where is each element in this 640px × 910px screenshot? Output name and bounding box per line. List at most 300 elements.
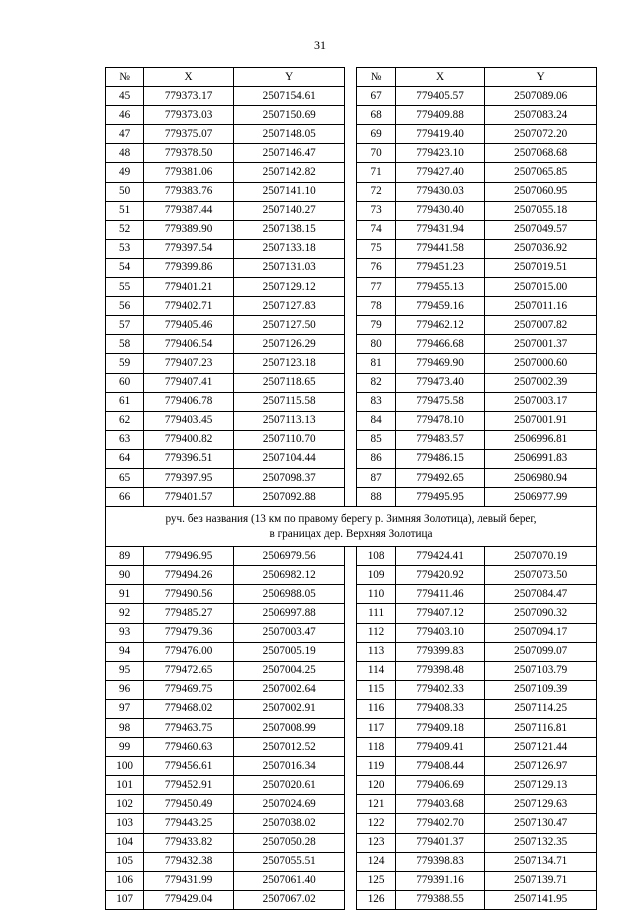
y-coordinate: 2507115.58 <box>233 392 345 411</box>
y-coordinate: 2506977.99 <box>485 488 597 507</box>
point-number: 66 <box>106 488 144 507</box>
table-row <box>106 776 597 795</box>
x-coordinate: 779429.04 <box>144 890 234 909</box>
y-coordinate: 2507001.91 <box>485 411 597 430</box>
y-coordinate: 2507073.50 <box>485 566 597 585</box>
point-number: 53 <box>106 239 144 258</box>
section-caption-line1: руч. без названия (13 км по правому берегу р. Зимняя Золотица), левый берег, <box>165 512 537 525</box>
section-caption-body <box>106 507 597 547</box>
column-gap <box>345 258 357 277</box>
table-row <box>106 871 597 890</box>
y-coordinate: 2507110.70 <box>233 430 345 449</box>
y-coordinate: 2507134.71 <box>485 852 597 871</box>
y-coordinate: 2507118.65 <box>233 373 345 392</box>
x-coordinate: 779398.48 <box>395 661 485 680</box>
x-coordinate: 779406.54 <box>144 335 234 354</box>
point-number: 114 <box>357 661 395 680</box>
point-number: 122 <box>357 814 395 833</box>
table-row <box>106 488 597 507</box>
x-coordinate: 779430.40 <box>395 201 485 220</box>
table-row <box>106 566 597 585</box>
y-coordinate: 2507133.18 <box>233 239 345 258</box>
x-coordinate: 779403.10 <box>395 623 485 642</box>
y-coordinate: 2507132.35 <box>485 833 597 852</box>
x-coordinate: 779455.13 <box>395 278 485 297</box>
point-number: 99 <box>106 738 144 757</box>
point-number: 126 <box>357 890 395 909</box>
table-row <box>106 335 597 354</box>
y-coordinate: 2507012.52 <box>233 738 345 757</box>
y-coordinate: 2507130.47 <box>485 814 597 833</box>
x-coordinate: 779402.71 <box>144 297 234 316</box>
column-gap <box>345 833 357 852</box>
point-number: 75 <box>357 239 395 258</box>
point-number: 85 <box>357 430 395 449</box>
x-coordinate: 779468.02 <box>144 699 234 718</box>
header-y-left: Y <box>233 68 345 87</box>
point-number: 111 <box>357 604 395 623</box>
x-coordinate: 779399.86 <box>144 258 234 277</box>
x-coordinate: 779427.40 <box>395 163 485 182</box>
point-number: 102 <box>106 795 144 814</box>
point-number: 107 <box>106 890 144 909</box>
point-number: 88 <box>357 488 395 507</box>
y-coordinate: 2507131.03 <box>233 258 345 277</box>
table-row <box>106 373 597 392</box>
point-number: 110 <box>357 585 395 604</box>
table-row <box>106 449 597 468</box>
point-number: 87 <box>357 468 395 487</box>
block2-body <box>106 547 597 910</box>
y-coordinate: 2507116.81 <box>485 719 597 738</box>
column-gap <box>345 144 357 163</box>
column-gap <box>345 661 357 680</box>
y-coordinate: 2507092.88 <box>233 488 345 507</box>
column-gap <box>345 699 357 718</box>
table-row <box>106 278 597 297</box>
column-gap <box>345 468 357 487</box>
table-row <box>106 354 597 373</box>
column-gap <box>345 220 357 239</box>
x-coordinate: 779401.57 <box>144 488 234 507</box>
y-coordinate: 2507008.99 <box>233 719 345 738</box>
y-coordinate: 2507072.20 <box>485 125 597 144</box>
table-row <box>106 316 597 335</box>
point-number: 45 <box>106 87 144 106</box>
x-coordinate: 779383.76 <box>144 182 234 201</box>
point-number: 118 <box>357 738 395 757</box>
point-number: 57 <box>106 316 144 335</box>
point-number: 117 <box>357 719 395 738</box>
point-number: 89 <box>106 547 144 566</box>
table-row <box>106 392 597 411</box>
table-row <box>106 125 597 144</box>
x-coordinate: 779373.17 <box>144 87 234 106</box>
header-x-right: X <box>395 68 485 87</box>
table-row <box>106 814 597 833</box>
table-row <box>106 833 597 852</box>
x-coordinate: 779397.54 <box>144 239 234 258</box>
x-coordinate: 779475.58 <box>395 392 485 411</box>
x-coordinate: 779490.56 <box>144 585 234 604</box>
column-gap <box>345 642 357 661</box>
x-coordinate: 779403.68 <box>395 795 485 814</box>
column-gap <box>345 719 357 738</box>
column-gap <box>345 547 357 566</box>
point-number: 104 <box>106 833 144 852</box>
x-coordinate: 779409.41 <box>395 738 485 757</box>
column-gap <box>345 106 357 125</box>
x-coordinate: 779408.44 <box>395 757 485 776</box>
point-number: 109 <box>357 566 395 585</box>
point-number: 74 <box>357 220 395 239</box>
x-coordinate: 779402.70 <box>395 814 485 833</box>
y-coordinate: 2507141.95 <box>485 890 597 909</box>
point-number: 46 <box>106 106 144 125</box>
x-coordinate: 779388.55 <box>395 890 485 909</box>
x-coordinate: 779373.03 <box>144 106 234 125</box>
point-number: 62 <box>106 411 144 430</box>
column-gap <box>345 814 357 833</box>
x-coordinate: 779494.26 <box>144 566 234 585</box>
column-gap <box>345 623 357 642</box>
y-coordinate: 2507083.24 <box>485 106 597 125</box>
y-coordinate: 2507038.02 <box>233 814 345 833</box>
point-number: 98 <box>106 719 144 738</box>
point-number: 101 <box>106 776 144 795</box>
y-coordinate: 2507020.61 <box>233 776 345 795</box>
x-coordinate: 779476.00 <box>144 642 234 661</box>
column-gap <box>345 890 357 909</box>
x-coordinate: 779433.82 <box>144 833 234 852</box>
x-coordinate: 779451.23 <box>395 258 485 277</box>
y-coordinate: 2507001.37 <box>485 335 597 354</box>
point-number: 125 <box>357 871 395 890</box>
y-coordinate: 2507090.32 <box>485 604 597 623</box>
point-number: 79 <box>357 316 395 335</box>
point-number: 83 <box>357 392 395 411</box>
point-number: 84 <box>357 411 395 430</box>
y-coordinate: 2507067.02 <box>233 890 345 909</box>
table-row <box>106 890 597 909</box>
point-number: 72 <box>357 182 395 201</box>
point-number: 68 <box>357 106 395 125</box>
y-coordinate: 2507055.51 <box>233 852 345 871</box>
point-number: 70 <box>357 144 395 163</box>
table-row <box>106 604 597 623</box>
point-number: 77 <box>357 278 395 297</box>
x-coordinate: 779450.49 <box>144 795 234 814</box>
x-coordinate: 779409.88 <box>395 106 485 125</box>
x-coordinate: 779407.41 <box>144 373 234 392</box>
y-coordinate: 2507098.37 <box>233 468 345 487</box>
x-coordinate: 779478.10 <box>395 411 485 430</box>
x-coordinate: 779469.90 <box>395 354 485 373</box>
x-coordinate: 779407.12 <box>395 604 485 623</box>
table-row <box>106 106 597 125</box>
y-coordinate: 2507150.69 <box>233 106 345 125</box>
coordinates-table <box>105 67 597 910</box>
point-number: 100 <box>106 757 144 776</box>
table-row <box>106 547 597 566</box>
x-coordinate: 779375.07 <box>144 125 234 144</box>
y-coordinate: 2507139.71 <box>485 871 597 890</box>
x-coordinate: 779485.27 <box>144 604 234 623</box>
x-coordinate: 779432.38 <box>144 852 234 871</box>
y-coordinate: 2507060.95 <box>485 182 597 201</box>
point-number: 120 <box>357 776 395 795</box>
y-coordinate: 2506979.56 <box>233 547 345 566</box>
x-coordinate: 779397.95 <box>144 468 234 487</box>
y-coordinate: 2507113.13 <box>233 411 345 430</box>
x-coordinate: 779420.92 <box>395 566 485 585</box>
table-row <box>106 144 597 163</box>
y-coordinate: 2507000.60 <box>485 354 597 373</box>
point-number: 73 <box>357 201 395 220</box>
column-gap <box>345 68 357 87</box>
x-coordinate: 779423.10 <box>395 144 485 163</box>
column-gap <box>345 239 357 258</box>
y-coordinate: 2507065.85 <box>485 163 597 182</box>
y-coordinate: 2507126.29 <box>233 335 345 354</box>
point-number: 113 <box>357 642 395 661</box>
point-number: 108 <box>357 547 395 566</box>
y-coordinate: 2507011.16 <box>485 297 597 316</box>
x-coordinate: 779430.03 <box>395 182 485 201</box>
point-number: 91 <box>106 585 144 604</box>
x-coordinate: 779462.12 <box>395 316 485 335</box>
column-gap <box>345 795 357 814</box>
x-coordinate: 779479.36 <box>144 623 234 642</box>
y-coordinate: 2507109.39 <box>485 680 597 699</box>
table-row <box>106 163 597 182</box>
y-coordinate: 2507127.83 <box>233 297 345 316</box>
point-number: 124 <box>357 852 395 871</box>
column-gap <box>345 373 357 392</box>
y-coordinate: 2507129.12 <box>233 278 345 297</box>
x-coordinate: 779402.33 <box>395 680 485 699</box>
table-row <box>106 430 597 449</box>
x-coordinate: 779381.06 <box>144 163 234 182</box>
table-row <box>106 182 597 201</box>
x-coordinate: 779492.65 <box>395 468 485 487</box>
y-coordinate: 2507050.28 <box>233 833 345 852</box>
x-coordinate: 779431.99 <box>144 871 234 890</box>
y-coordinate: 2507015.00 <box>485 278 597 297</box>
page-number: 31 <box>314 38 326 52</box>
y-coordinate: 2507019.51 <box>485 258 597 277</box>
point-number: 51 <box>106 201 144 220</box>
point-number: 80 <box>357 335 395 354</box>
x-coordinate: 779466.68 <box>395 335 485 354</box>
point-number: 49 <box>106 163 144 182</box>
header-num-left: № <box>106 68 144 87</box>
y-coordinate: 2507138.15 <box>233 220 345 239</box>
y-coordinate: 2507146.47 <box>233 144 345 163</box>
x-coordinate: 779405.57 <box>395 87 485 106</box>
x-coordinate: 779460.63 <box>144 738 234 757</box>
column-gap <box>345 585 357 604</box>
y-coordinate: 2507007.82 <box>485 316 597 335</box>
y-coordinate: 2507154.61 <box>233 87 345 106</box>
column-gap <box>345 430 357 449</box>
x-coordinate: 779391.16 <box>395 871 485 890</box>
point-number: 94 <box>106 642 144 661</box>
x-coordinate: 779406.69 <box>395 776 485 795</box>
column-gap <box>345 449 357 468</box>
x-coordinate: 779396.51 <box>144 449 234 468</box>
point-number: 48 <box>106 144 144 163</box>
column-gap <box>345 354 357 373</box>
x-coordinate: 779405.46 <box>144 316 234 335</box>
x-coordinate: 779401.37 <box>395 833 485 852</box>
x-coordinate: 779400.82 <box>144 430 234 449</box>
point-number: 58 <box>106 335 144 354</box>
table-row <box>106 411 597 430</box>
y-coordinate: 2507002.91 <box>233 699 345 718</box>
point-number: 54 <box>106 258 144 277</box>
x-coordinate: 779389.90 <box>144 220 234 239</box>
y-coordinate: 2507127.50 <box>233 316 345 335</box>
block1-body <box>106 87 597 507</box>
x-coordinate: 779401.21 <box>144 278 234 297</box>
column-gap <box>345 163 357 182</box>
x-coordinate: 779403.45 <box>144 411 234 430</box>
y-coordinate: 2507003.17 <box>485 392 597 411</box>
y-coordinate: 2506996.81 <box>485 430 597 449</box>
header-x-left: X <box>144 68 234 87</box>
point-number: 60 <box>106 373 144 392</box>
table-row <box>106 239 597 258</box>
column-gap <box>345 852 357 871</box>
point-number: 59 <box>106 354 144 373</box>
x-coordinate: 779411.46 <box>395 585 485 604</box>
y-coordinate: 2506991.83 <box>485 449 597 468</box>
y-coordinate: 2507005.19 <box>233 642 345 661</box>
column-gap <box>345 738 357 757</box>
column-gap <box>345 757 357 776</box>
column-gap <box>345 392 357 411</box>
column-gap <box>345 871 357 890</box>
x-coordinate: 779443.25 <box>144 814 234 833</box>
y-coordinate: 2507055.18 <box>485 201 597 220</box>
column-gap <box>345 566 357 585</box>
x-coordinate: 779409.18 <box>395 719 485 738</box>
point-number: 112 <box>357 623 395 642</box>
x-coordinate: 779473.40 <box>395 373 485 392</box>
column-gap <box>345 182 357 201</box>
x-coordinate: 779452.91 <box>144 776 234 795</box>
table-row <box>106 201 597 220</box>
x-coordinate: 779495.95 <box>395 488 485 507</box>
table-row <box>106 719 597 738</box>
point-number: 55 <box>106 278 144 297</box>
point-number: 50 <box>106 182 144 201</box>
y-coordinate: 2507114.25 <box>485 699 597 718</box>
point-number: 78 <box>357 297 395 316</box>
x-coordinate: 779398.83 <box>395 852 485 871</box>
column-gap <box>345 776 357 795</box>
x-coordinate: 779441.58 <box>395 239 485 258</box>
y-coordinate: 2507094.17 <box>485 623 597 642</box>
y-coordinate: 2507024.69 <box>233 795 345 814</box>
y-coordinate: 2507123.18 <box>233 354 345 373</box>
x-coordinate: 779472.65 <box>144 661 234 680</box>
section-caption-row <box>106 507 597 547</box>
table-row <box>106 87 597 106</box>
table-row <box>106 795 597 814</box>
y-coordinate: 2507140.27 <box>233 201 345 220</box>
y-coordinate: 2507084.47 <box>485 585 597 604</box>
table-row <box>106 585 597 604</box>
table-row <box>106 699 597 718</box>
y-coordinate: 2507002.39 <box>485 373 597 392</box>
table-row <box>106 220 597 239</box>
point-number: 63 <box>106 430 144 449</box>
point-number: 56 <box>106 297 144 316</box>
column-gap <box>345 87 357 106</box>
point-number: 116 <box>357 699 395 718</box>
y-coordinate: 2507142.82 <box>233 163 345 182</box>
y-coordinate: 2507089.06 <box>485 87 597 106</box>
y-coordinate: 2507002.64 <box>233 680 345 699</box>
header-num-right: № <box>357 68 395 87</box>
point-number: 86 <box>357 449 395 468</box>
y-coordinate: 2507004.25 <box>233 661 345 680</box>
table-row <box>106 738 597 757</box>
table-row <box>106 468 597 487</box>
point-number: 82 <box>357 373 395 392</box>
y-coordinate: 2507016.34 <box>233 757 345 776</box>
x-coordinate: 779483.57 <box>395 430 485 449</box>
table-row <box>106 680 597 699</box>
y-coordinate: 2507126.97 <box>485 757 597 776</box>
y-coordinate: 2507036.92 <box>485 239 597 258</box>
point-number: 95 <box>106 661 144 680</box>
point-number: 106 <box>106 871 144 890</box>
table-row <box>106 852 597 871</box>
point-number: 123 <box>357 833 395 852</box>
y-coordinate: 2507104.44 <box>233 449 345 468</box>
x-coordinate: 779456.61 <box>144 757 234 776</box>
x-coordinate: 779424.41 <box>395 547 485 566</box>
y-coordinate: 2507068.68 <box>485 144 597 163</box>
point-number: 90 <box>106 566 144 585</box>
point-number: 76 <box>357 258 395 277</box>
x-coordinate: 779419.40 <box>395 125 485 144</box>
point-number: 81 <box>357 354 395 373</box>
y-coordinate: 2506980.94 <box>485 468 597 487</box>
point-number: 71 <box>357 163 395 182</box>
column-gap <box>345 411 357 430</box>
point-number: 67 <box>357 87 395 106</box>
y-coordinate: 2506988.05 <box>233 585 345 604</box>
table-row <box>106 661 597 680</box>
y-coordinate: 2507061.40 <box>233 871 345 890</box>
y-coordinate: 2507129.63 <box>485 795 597 814</box>
y-coordinate: 2507129.13 <box>485 776 597 795</box>
x-coordinate: 779387.44 <box>144 201 234 220</box>
point-number: 119 <box>357 757 395 776</box>
point-number: 64 <box>106 449 144 468</box>
header-y-right: Y <box>485 68 597 87</box>
point-number: 103 <box>106 814 144 833</box>
x-coordinate: 779431.94 <box>395 220 485 239</box>
point-number: 115 <box>357 680 395 699</box>
x-coordinate: 779407.23 <box>144 354 234 373</box>
section-caption <box>106 507 597 547</box>
point-number: 105 <box>106 852 144 871</box>
